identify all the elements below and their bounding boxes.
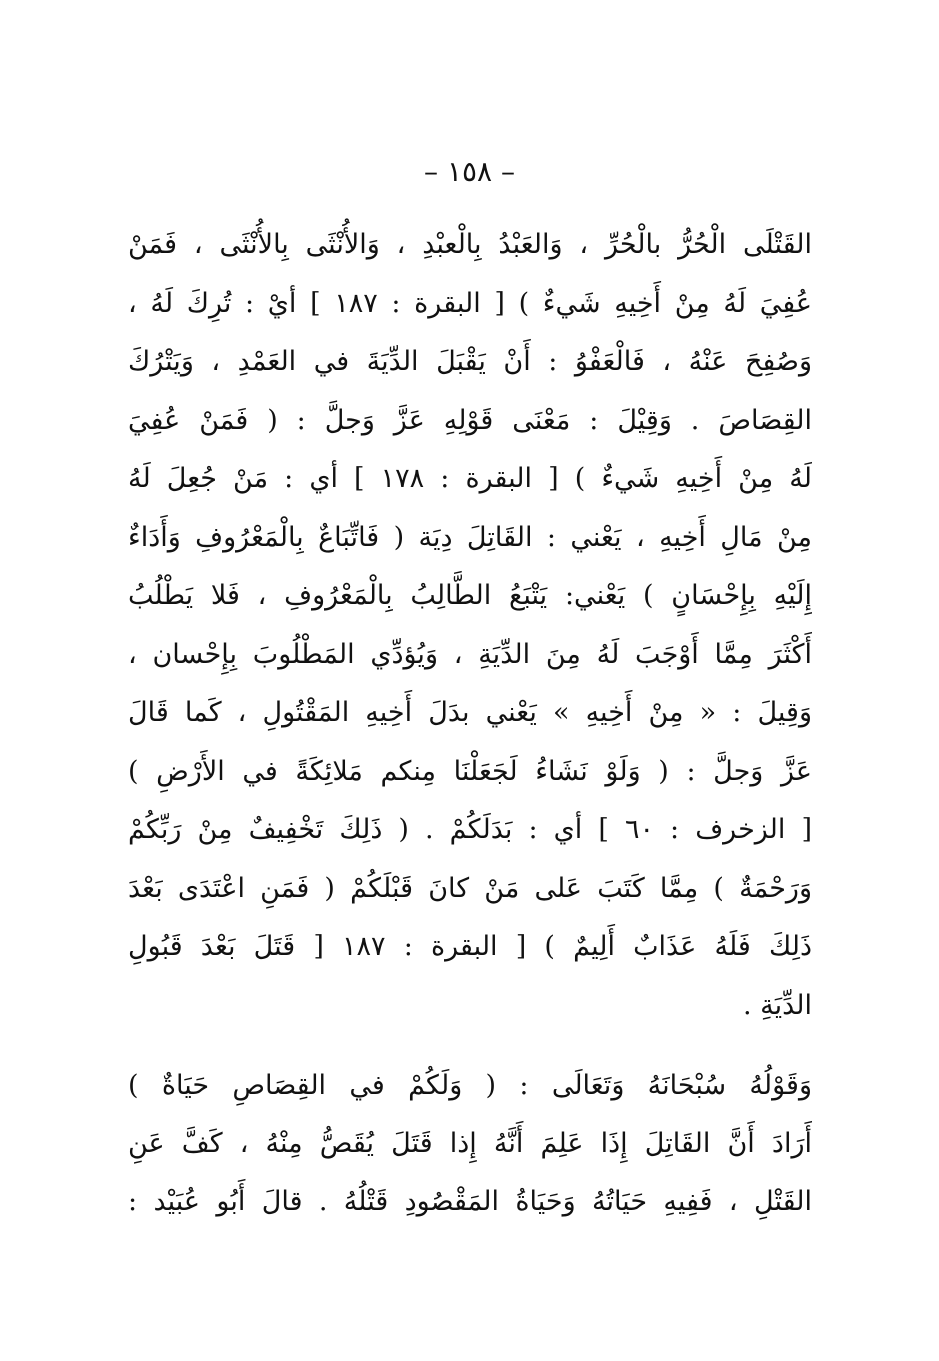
text-line: ذَلِكَ فَلَهُ عَذَابٌ أَلِيمٌ ) [ البقرة : ١٨٧ [ قَتَلَ بَعْدَ قَبُولِ	[128, 931, 812, 962]
page-number: – ١٥٨ –	[424, 155, 515, 188]
text-line: إِلَيْهِ بِإِحْسَانٍ ) يَعْني: يَتْبَعُ الطَّالِبُ بِالْمَعْرُوفِ ، فَلا يَطْلُبُ	[128, 580, 812, 611]
text-line: عُفِيَ لَهُ مِنْ أَخِيهِ شَيءٌ ) [ البقرة : ١٨٧ ] أيْ : تُرِكَ لَهُ ،	[128, 287, 812, 319]
text-line: القَتْلِ ، فَفِيهِ حَيَاتُهُ وَحَيَاةُ المَقْصُودِ قَتْلُهُ . قالَ أَبُو عُبَيْد :	[128, 1186, 812, 1217]
text-line: وَقَوْلُهُ سُبْحَانَهُ وَتَعَالَى : ( وَلَكُمْ في القِصَاصِ حَيَاةٌ )	[128, 1070, 812, 1101]
text-line: وَقِيلَ : « مِنْ أَخِيهِ » يَعْني بدَلَ أَخِيهِ المَقْتُولِ ، كَما قَالَ	[128, 697, 812, 728]
text-line: عَزَّ وَجلَّ : ( وَلَوْ نَشَاءُ لَجَعَلْنَا مِنكم مَلائِكَةً في الأَرْضِ )	[128, 755, 812, 787]
text-line: وَرَحْمَةٌ ) مِمَّا كَتَبَ عَلى مَنْ كانَ قَبْلَكُمْ ( فَمَنِ اعْتَدَى بَعْدَ	[128, 872, 812, 904]
text-line: أَرَادَ أَنَّ القَاتِلَ إِذَا عَلِمَ أَنَّهُ إِذا قَتَلَ يُقَصُّ مِنْهُ ، كَفَّ عَنِ	[128, 1128, 812, 1159]
text-line: وَصُفِحَ عَنْهُ ، فَالْعَفْوُ : أَنْ يَقْبَلَ الدِّيَةَ في العَمْدِ ، وَيَتْرُكَ	[128, 346, 812, 377]
text-line: لَهُ مِنْ أَخِيهِ شَيءٌ ) [ البقرة : ١٧٨ ] أي : مَنْ جُعِلَ لَهُ	[128, 463, 812, 494]
text-line: الدِّيَةِ .	[742, 989, 812, 1021]
paragraph-2	[128, 1057, 812, 1231]
paragraph-1	[128, 216, 812, 1035]
text-line: مِنْ مَالِ أَخِيهِ ، يَعْني : القَاتِلَ دِيَة ( فَاتِّبَاعٌ بِالْمَعْرُوفِ وَأَدَاءٌ	[128, 521, 812, 553]
text-line: القِصَاصَ . وَقِيْلَ : مَعْنَى قَوْلِهِ عَزَّ وَجلَّ : ( فَمَنْ عُفِيَ	[128, 404, 812, 436]
text-line: أَكْثَرَ مِمَّا أَوْجَبَ لَهُ مِنَ الدِّيَةِ ، وَيُؤدِّي المَطْلُوبَ بِإِحْسان ،	[128, 638, 812, 670]
text-line: القَتْلَى الْحُرُّ بالْحُرِّ ، وَالعَبْدُ بِالْعبْدِ ، وَالأُنْثَى بِالأُنْثَى ، فَمَنْ	[128, 229, 812, 260]
text-line: [ الزخرف : ٦٠ ] أي : بَدَلَكُمْ . ( ذَلِكَ تَخْفِيفٌ مِنْ رَبِّكُمْ	[128, 814, 812, 845]
